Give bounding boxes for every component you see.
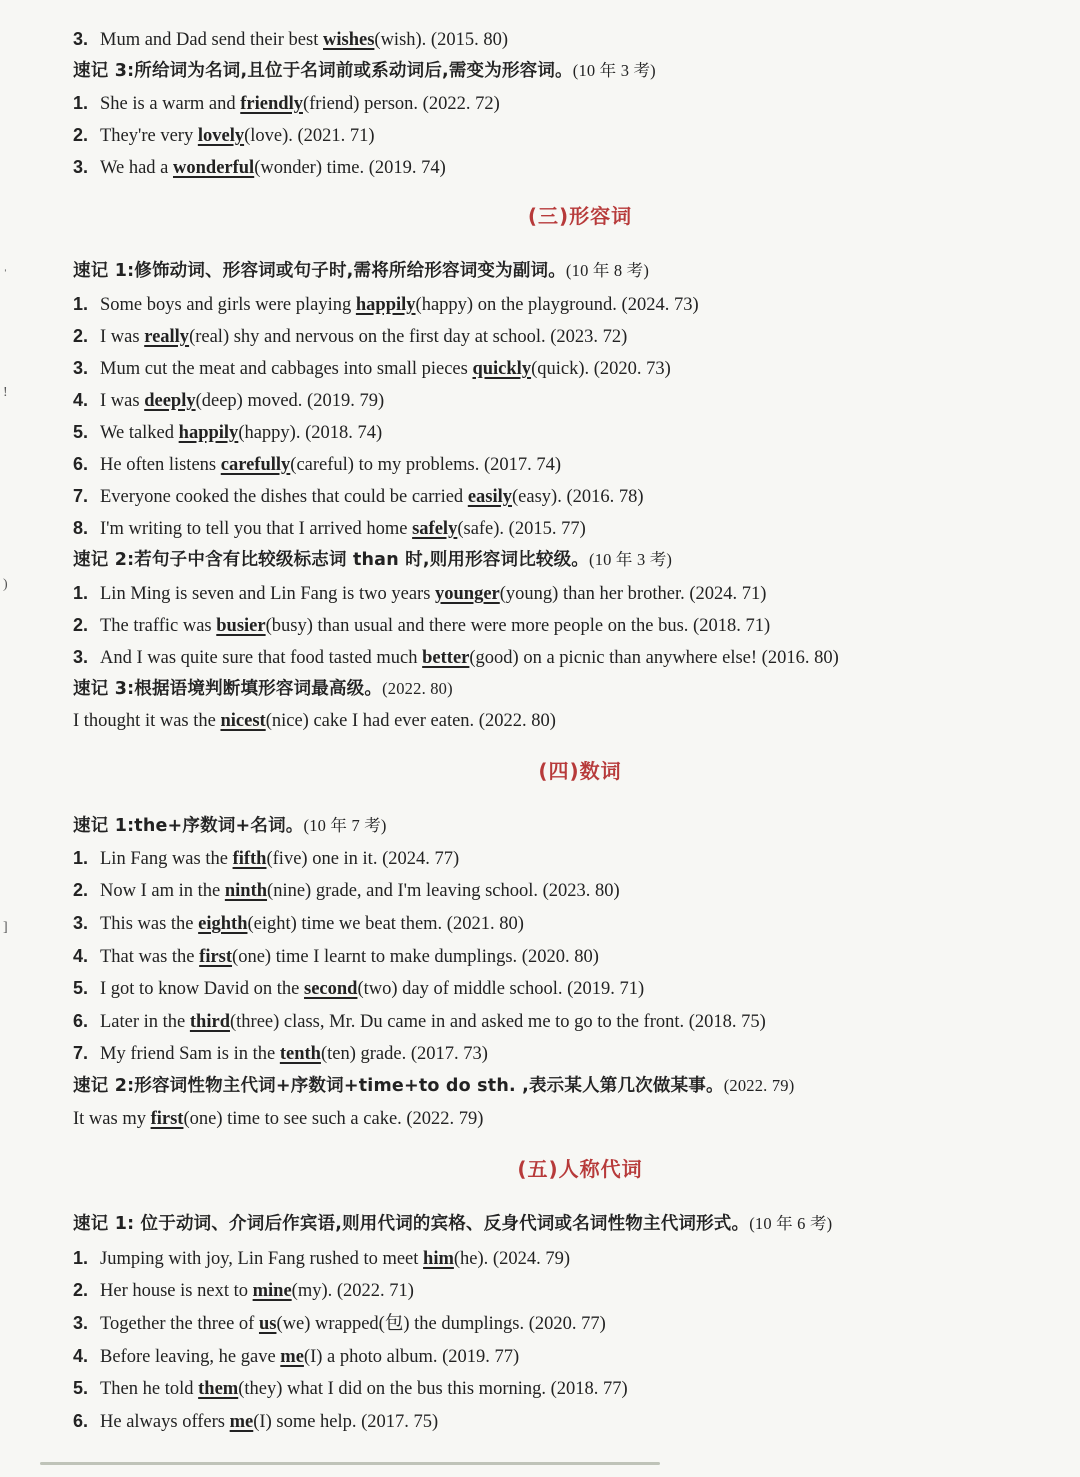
item-text: And I was quite sure that food tasted much — [100, 648, 423, 668]
item-text: The traffic was — [100, 616, 217, 636]
adj-item-1 — [0, 292, 1060, 317]
item-answer: busier — [216, 616, 266, 636]
adj-item-5 — [0, 420, 1060, 445]
item-text: I'm writing to tell you that I arrived home — [100, 519, 413, 539]
item-answer: me — [229, 1412, 254, 1432]
tip-note: (10 年 3 考) — [572, 61, 656, 80]
section-title-pronouns: (五)人称代词 — [517, 1157, 643, 1181]
adj-superlative-sentence — [0, 709, 1060, 733]
item-number: 5. — [73, 978, 89, 998]
item-text: My friend Sam is in the — [100, 1044, 280, 1064]
item-hint: (three) class, Mr. Du came in and asked me to go to the front. (2018. 75) — [229, 1012, 766, 1032]
tip-note: (10 年 8 考) — [565, 261, 650, 280]
adj-item-4 — [0, 388, 1060, 413]
tip-label: 速记 3:根据语境判断填形容词最高级。 — [73, 679, 383, 699]
item-number: 7. — [73, 486, 89, 506]
item-hint: (wonder) time. (2019. 74) — [254, 158, 446, 178]
pron-item-5 — [0, 1376, 1060, 1401]
tip-label: 速记 1:the+序数词+名词。 — [73, 816, 304, 836]
item-answer: deeply — [144, 391, 196, 411]
tip-note: (10 年 6 考) — [749, 1214, 833, 1233]
pron-item-4 — [0, 1344, 1060, 1369]
item-text: I was — [100, 391, 145, 411]
item-number: 2. — [73, 1280, 89, 1300]
item-answer: fifth — [232, 849, 267, 869]
item-hint: (deep) moved. (2019. 79) — [195, 391, 385, 411]
item-number: 3. — [73, 647, 89, 667]
item-answer: wonderful — [173, 158, 255, 178]
item-answer: easily — [467, 487, 513, 507]
item-answer: younger — [435, 584, 500, 604]
item-hint: (good) on a picnic than anywhere else! (2016. 80) — [469, 648, 839, 668]
pron-item-1 — [0, 1246, 1060, 1271]
item-text: Now I am in the — [100, 881, 225, 901]
item-hint: (young) than her brother. (2024. 71) — [499, 584, 767, 604]
item-answer: them — [198, 1379, 239, 1399]
noun-item-3 — [0, 155, 1060, 180]
item-answer: me — [280, 1347, 304, 1367]
item-hint: (they) what I did on the bus this morning. (2018. 77) — [238, 1379, 628, 1399]
item-number: 4. — [73, 946, 89, 966]
item-text: They're very — [100, 126, 198, 146]
item-number: 2. — [73, 615, 89, 635]
item-text: We had a — [100, 158, 173, 178]
item-answer: him — [423, 1249, 454, 1269]
tip-label: 速记 1:修饰动词、形容词或句子时,需将所给形容词变为副词。 — [73, 261, 566, 281]
item-text: That was the — [100, 947, 200, 967]
item-number: 2. — [73, 125, 89, 145]
item-text: Mum cut the meat and cabbages into small pieces — [100, 359, 473, 379]
item-answer: third — [189, 1012, 230, 1032]
item-text: Lin Ming is seven and Lin Fang is two years — [100, 584, 436, 604]
num-item-1 — [0, 846, 1060, 871]
adj-tip-1 — [0, 259, 1060, 283]
item-answer: lovely — [197, 126, 245, 146]
item-text: Lin Fang was the — [100, 849, 233, 869]
item-number: 7. — [73, 1043, 89, 1063]
adj-item-3 — [0, 356, 1060, 381]
tip-note: (10 年 3 考) — [589, 550, 673, 569]
item-number: 5. — [73, 1378, 89, 1398]
adj-comp-item-1 — [0, 581, 1060, 606]
item-text: Later in the — [100, 1012, 190, 1032]
num-item-6 — [0, 1009, 1060, 1034]
item-number: 1. — [73, 848, 89, 868]
item-number: 2. — [73, 880, 89, 900]
item-number: 6. — [73, 1011, 89, 1031]
item-number: 4. — [73, 1346, 89, 1366]
item-answer: better — [422, 648, 470, 668]
adj-item-7 — [0, 484, 1060, 509]
item-hint: (quick). (2020. 73) — [531, 359, 671, 379]
item-number: 8. — [73, 518, 89, 538]
item-answer: really — [144, 327, 190, 347]
item-text: I thought it was the — [73, 711, 221, 731]
num-item-2 — [0, 878, 1060, 903]
item-hint: (wish). (2015. 80) — [374, 30, 508, 50]
item-text: I got to know David on the — [100, 979, 304, 999]
scan-mark: ) — [3, 577, 8, 592]
item-answer: first — [199, 947, 233, 967]
item-number: 3. — [73, 358, 89, 378]
item-text: He often listens — [100, 455, 221, 475]
item-hint: (five) one in it. (2024. 77) — [266, 849, 460, 869]
item-hint: (happy) on the playground. (2024. 73) — [415, 295, 699, 315]
item-number: 3. — [73, 1313, 89, 1333]
item-text: Mum and Dad send their best — [100, 30, 323, 50]
item-text: She is a warm and — [100, 94, 241, 114]
pron-item-2 — [0, 1278, 1060, 1303]
adj-item-8 — [0, 516, 1060, 541]
noun-item-2 — [0, 123, 1060, 148]
section-title-adjectives: (三)形容词 — [527, 204, 633, 228]
item-answer: first — [150, 1109, 184, 1129]
item-answer: second — [304, 979, 358, 999]
item-answer: eighth — [198, 914, 248, 934]
item-hint: (I) a photo album. (2019. 77) — [303, 1347, 520, 1367]
item-text: This was the — [100, 914, 199, 934]
item-hint: (friend) person. (2022. 72) — [302, 94, 500, 114]
item-number: 1. — [73, 294, 89, 314]
item-number: 1. — [73, 583, 89, 603]
item-answer: happily — [178, 423, 239, 443]
item-hint: (busy) than usual and there were more people on the bus. (2018. 71) — [265, 616, 771, 636]
section-title-numerals: (四)数词 — [538, 759, 622, 783]
item-answer: friendly — [240, 94, 303, 114]
item-hint: (one) time to see such a cake. (2022. 79) — [183, 1109, 484, 1129]
scan-mark: ] — [3, 920, 8, 935]
item-text: Jumping with joy, Lin Fang rushed to meet — [100, 1249, 424, 1269]
tip-note: (2022. 80) — [382, 679, 453, 698]
item-number: 1. — [73, 93, 89, 113]
item-hint: (real) shy and nervous on the first day at school. (2023. 72) — [189, 327, 628, 347]
item-answer: nicest — [220, 711, 266, 731]
item-hint: (my). (2022. 71) — [291, 1281, 414, 1301]
scan-mark: ! — [3, 385, 8, 400]
adj-item-2 — [0, 324, 1060, 349]
item-number: 4. — [73, 390, 89, 410]
item-text: Before leaving, he gave — [100, 1347, 281, 1367]
tip-label: 速记 3:所给词为名词,且位于名词前或系动词后,需变为形容词。 — [73, 61, 573, 81]
item-hint: (I) some help. (2017. 75) — [253, 1412, 439, 1432]
item-number: 6. — [73, 1411, 89, 1431]
noun-tip-3 — [0, 59, 1060, 83]
item-answer: wishes — [323, 30, 375, 50]
adj-comp-item-2 — [0, 613, 1060, 638]
item-hint: (nine) grade, and I'm leaving school. (2023. 80) — [267, 881, 620, 901]
num-item-3 — [0, 911, 1060, 936]
item-hint: (happy). (2018. 74) — [238, 423, 383, 443]
item-hint: (ten) grade. (2017. 73) — [320, 1044, 488, 1064]
noun-item-1 — [0, 91, 1060, 116]
item-text: He always offers — [100, 1412, 230, 1432]
item-hint: (two) day of middle school. (2019. 71) — [357, 979, 645, 999]
item-hint: (love). (2021. 71) — [244, 126, 375, 146]
item-text: Then he told — [100, 1379, 199, 1399]
pron-item-6 — [0, 1409, 1060, 1434]
item-hint: (easy). (2016. 78) — [512, 487, 644, 507]
item-hint: (nice) cake I had ever eaten. (2022. 80) — [265, 711, 556, 731]
item-hint: (eight) time we beat them. (2021. 80) — [247, 914, 524, 934]
num-item-5 — [0, 976, 1060, 1001]
item-hint: (we) wrapped(包) the dumplings. (2020. 77) — [276, 1314, 606, 1334]
tip-label: 速记 2:若句子中含有比较级标志词 than 时,则用形容词比较级。 — [73, 550, 589, 570]
num-ordinal-sentence — [0, 1107, 1060, 1131]
item-number: 3. — [73, 157, 89, 177]
item-number: 5. — [73, 422, 89, 442]
item-text: Everyone cooked the dishes that could be carried — [100, 487, 468, 507]
item-hint: (he). (2024. 79) — [453, 1249, 570, 1269]
item-answer: mine — [252, 1281, 292, 1301]
item-text: Together the three of — [100, 1314, 259, 1334]
num-tip-2 — [0, 1074, 1060, 1098]
num-tip-1 — [0, 814, 1060, 838]
pron-tip-1 — [0, 1212, 1060, 1236]
item-number: 1. — [73, 1248, 89, 1268]
item-number: 2. — [73, 326, 89, 346]
item-text: We talked — [100, 423, 179, 443]
item-text: Some boys and girls were playing — [100, 295, 356, 315]
adj-tip-3 — [0, 677, 1060, 701]
adj-comp-item-3 — [0, 645, 1060, 670]
top-item-3 — [0, 27, 1060, 52]
num-item-4 — [0, 944, 1060, 969]
pron-item-3 — [0, 1311, 1060, 1336]
tip-label: 速记 1: 位于动词、介词后作宾语,则用代词的宾格、反身代词或名词性物主代词形式。 — [73, 1214, 750, 1234]
item-number: 3. — [73, 913, 89, 933]
page-bottom-edge — [40, 1462, 660, 1465]
item-answer: happily — [355, 295, 416, 315]
item-text: Her house is next to — [100, 1281, 253, 1301]
tip-note: (2022. 79) — [723, 1076, 795, 1095]
adj-item-6 — [0, 452, 1060, 477]
tip-label: 速记 2:形容词性物主代词+序数词+time+to do sth. ,表示某人第几次做某事。 — [73, 1076, 724, 1096]
item-hint: (careful) to my problems. (2017. 74) — [290, 455, 562, 475]
item-answer: ninth — [224, 881, 268, 901]
item-text: It was my — [73, 1109, 151, 1129]
num-item-7 — [0, 1041, 1060, 1066]
item-hint: (one) time I learnt to make dumplings. (2020. 80) — [232, 947, 599, 967]
item-number: 3. — [73, 29, 89, 49]
scan-mark: ˈ — [3, 268, 8, 283]
item-hint: (safe). (2015. 77) — [457, 519, 586, 539]
item-answer: safely — [412, 519, 458, 539]
item-answer: quickly — [472, 359, 532, 379]
item-answer: carefully — [220, 455, 291, 475]
item-answer: tenth — [279, 1044, 321, 1064]
tip-note: (10 年 7 考) — [303, 816, 387, 835]
adj-tip-2 — [0, 548, 1060, 572]
item-text: I was — [100, 327, 145, 347]
item-answer: us — [258, 1314, 277, 1334]
item-number: 6. — [73, 454, 89, 474]
